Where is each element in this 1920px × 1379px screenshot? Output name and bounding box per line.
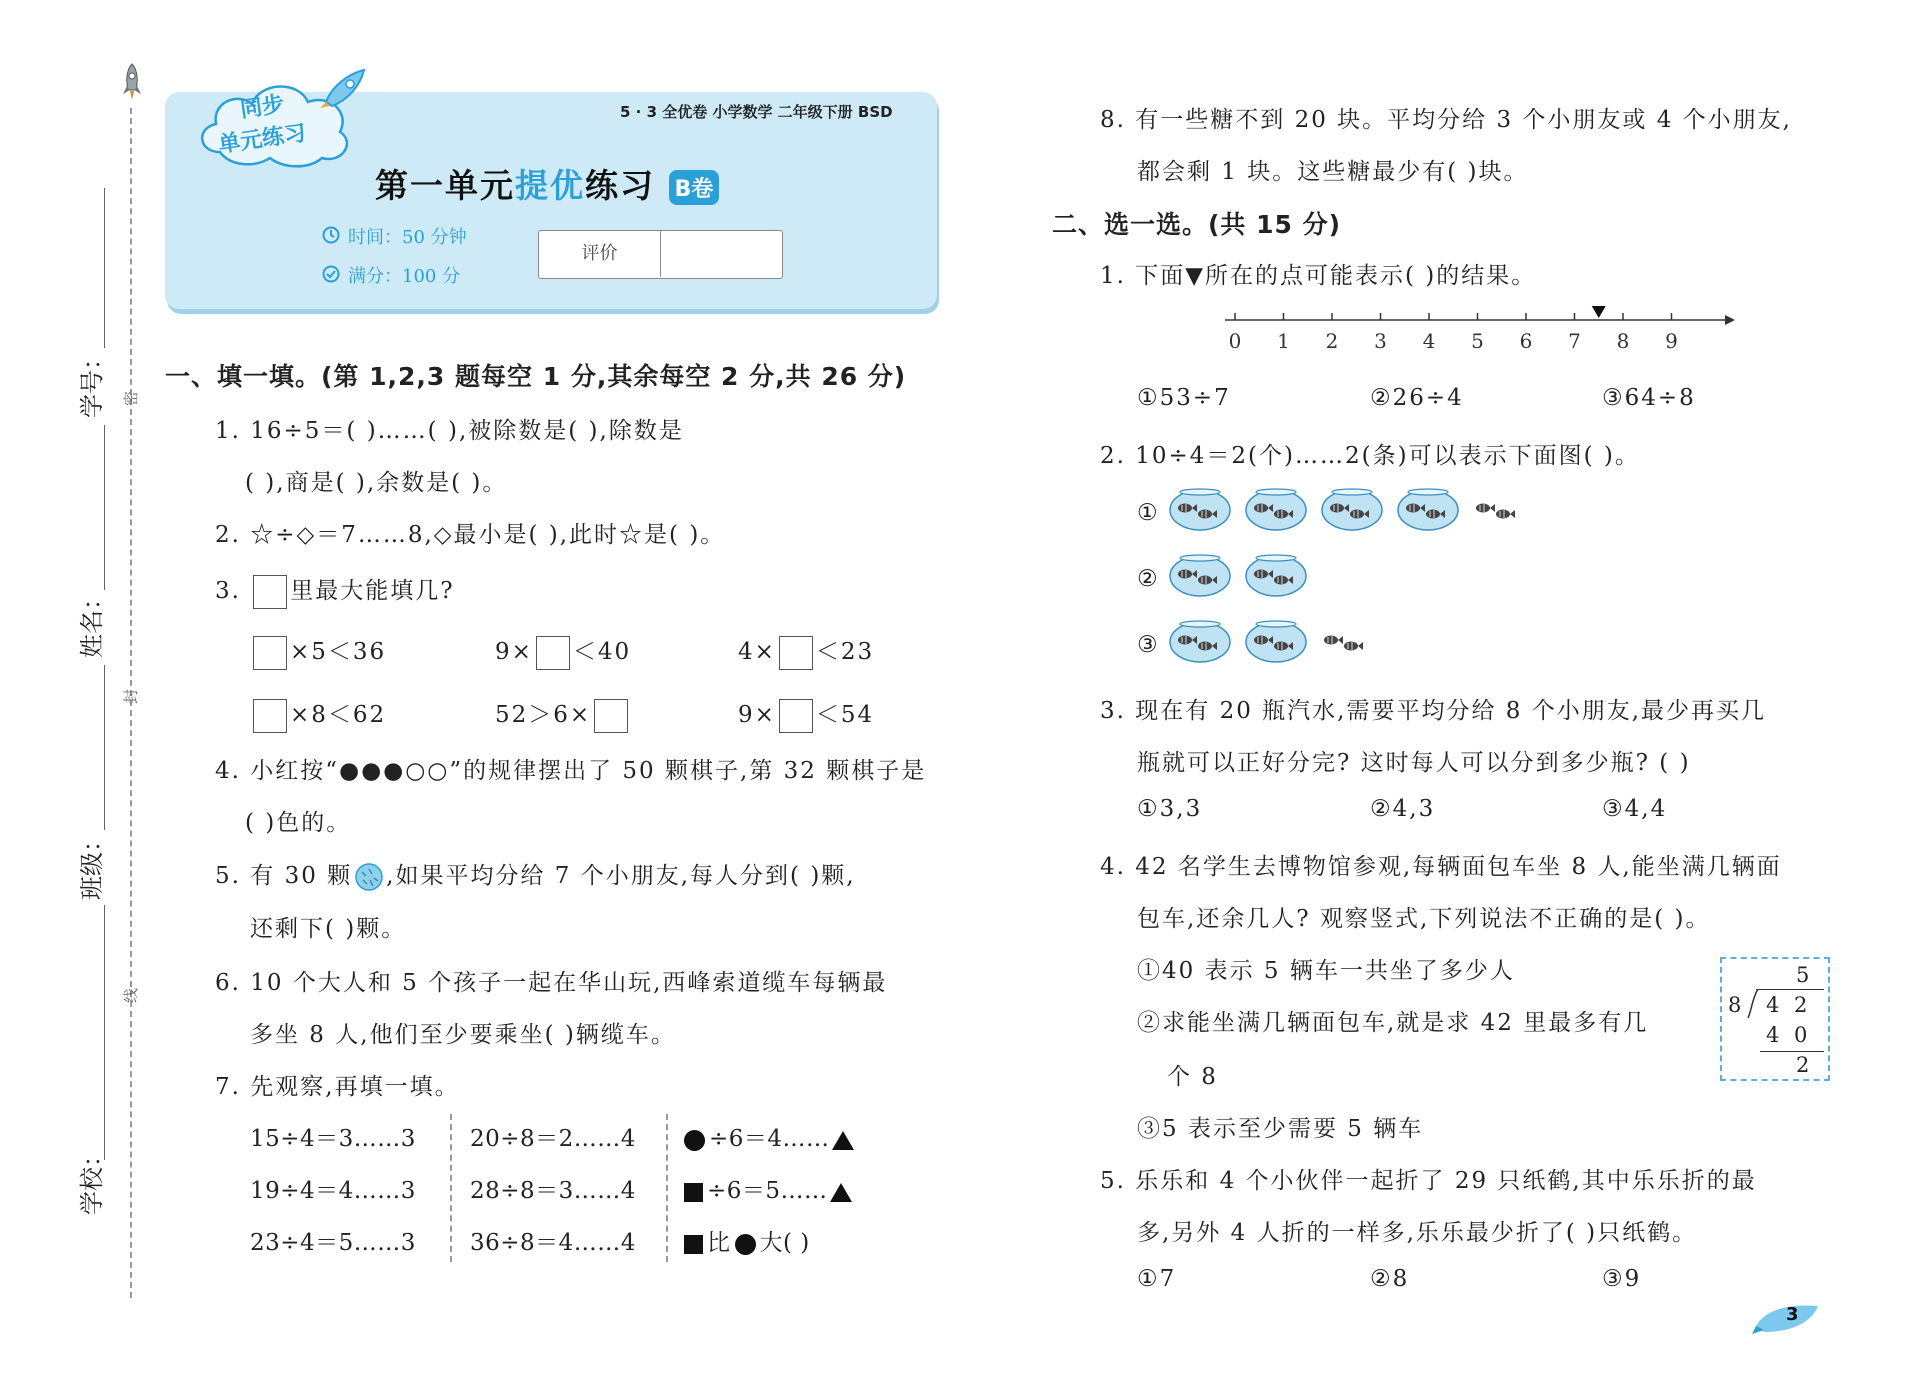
page-number: 3 (1786, 1304, 1799, 1325)
q7-divider-2 (666, 1114, 668, 1262)
choice-1-option-2[interactable]: ②26÷4 (1370, 385, 1464, 411)
choice-question-4-line-1: 4. 42 名学生去博物馆参观,每辆面包车坐 8 人,能坐满几辆面 (1100, 854, 1782, 880)
ld-bottom-line (1760, 1051, 1824, 1052)
inequality-4: ×8＜62 (250, 696, 386, 733)
fishbowl-icon (1244, 552, 1308, 602)
inequality-6: 9× ＜54 (738, 696, 874, 733)
answer-box[interactable] (594, 699, 628, 733)
title-part-2: 提优 (515, 166, 585, 205)
question-6-line-2: 多坐 8 人,他们至少要乘坐( )辆缆车。 (250, 1022, 676, 1048)
question-3-text: 里最大能填几? (290, 578, 455, 604)
fishbowl-icon (1244, 618, 1308, 668)
fishbowl-icon (1168, 486, 1232, 536)
cloud-text-1: 同步 (238, 92, 286, 123)
student-id-label: 学号： (78, 346, 106, 418)
fish-option-1-label[interactable]: ① (1137, 500, 1160, 526)
check-icon (322, 265, 340, 283)
title-badge: B卷 (669, 170, 720, 205)
question-3-number: 3. (215, 578, 241, 604)
q7-col1-row1: 15÷4＝3……3 (250, 1126, 416, 1152)
class-line (104, 665, 105, 830)
circle-shape (735, 1234, 756, 1255)
number-line-label: 3 (1374, 329, 1387, 353)
number-line-label: 9 (1665, 329, 1678, 353)
answer-box[interactable] (779, 636, 813, 670)
answer-box[interactable] (536, 636, 570, 670)
answer-box[interactable] (253, 575, 287, 609)
question-3 (215, 572, 455, 609)
section-1-heading: 一、填一填。(第 1,2,3 题每空 1 分,其余每空 2 分,共 26 分) (165, 362, 907, 391)
fish-option-3[interactable] (1168, 618, 1548, 668)
question-4-line-2: ( )色的。 (245, 810, 352, 836)
cloud-text-2: 单元练习 (216, 120, 308, 158)
school-label: 学校： (78, 1143, 106, 1215)
square-shape (684, 1235, 703, 1254)
inequality-2: 9× ＜40 (495, 633, 631, 670)
number-line-label: 7 (1568, 329, 1581, 353)
page-number-badge (1752, 1300, 1820, 1336)
number-line-label: 4 (1422, 329, 1436, 353)
choice-question-5-line-1: 5. 乐乐和 4 个小伙伴一起折了 29 只纸鹤,其中乐乐折的最 (1100, 1168, 1757, 1194)
q7-col2-row2: 28÷8＝3……4 (470, 1178, 636, 1204)
ld-top-line (1756, 989, 1824, 990)
q7-col1-row3: 23÷4＝5……3 (250, 1230, 416, 1256)
q7-col3-row1: ÷6＝4…… (680, 1120, 854, 1153)
seal-char-xian: 线 (122, 987, 141, 1004)
title-part-3: 练习 (585, 166, 655, 205)
question-4-line-1: 4. 小红按“●●●○○”的规律摆出了 50 颗棋子,第 32 颗棋子是 (215, 758, 927, 784)
evaluation-field[interactable] (662, 231, 782, 277)
fish-option-3-label[interactable]: ③ (1137, 632, 1160, 658)
number-line-label: 6 (1519, 329, 1533, 353)
choice-5-option-2[interactable]: ②8 (1370, 1266, 1410, 1292)
number-line-label: 0 (1228, 329, 1242, 353)
fishbowl-icon (1168, 618, 1232, 668)
number-line (1225, 305, 1735, 355)
seal-char-mi: 密 (122, 390, 141, 407)
title-part-1: 第一单元 (375, 166, 515, 205)
evaluation-box (538, 230, 783, 279)
q7-col2-row3: 36÷8＝4……4 (470, 1230, 636, 1256)
fish-icon (1472, 494, 1528, 528)
fish-option-2[interactable] (1168, 552, 1548, 602)
name-label: 姓名： (78, 586, 106, 658)
ld-remainder: 2 (1796, 1053, 1810, 1077)
choice-3-option-2[interactable]: ②4,3 (1370, 796, 1436, 822)
choice-question-1: 1. 下面▼所在的点可能表示( )的结果。 (1100, 263, 1537, 289)
choice-4-option-2-cont: 个 8 (1167, 1064, 1218, 1090)
number-line-arrow (1725, 315, 1735, 325)
choice-question-4-line-2: 包车,还余几人? 观察竖式,下列说法不正确的是( )。 (1137, 906, 1711, 932)
fishbowl-icon (1320, 486, 1384, 536)
evaluation-label: 评价 (539, 231, 661, 277)
q7-col3-row3: 比 大( ) (680, 1224, 810, 1257)
ld-product: 4 0 (1766, 1023, 1812, 1047)
seal-char-feng: 封 (122, 688, 141, 705)
choice-question-2: 2. 10÷4＝2(个)……2(条)可以表示下面图( )。 (1100, 443, 1640, 469)
question-6-line-1: 6. 10 个大人和 5 个孩子一起在华山玩,西峰索道缆车每辆最 (215, 970, 888, 996)
question-8-line-2: 都会剩 1 块。这些糖最少有( )块。 (1137, 159, 1529, 185)
question-1-line-1: 1. 16÷5＝( )……( ),被除数是( ),除数是 (215, 418, 684, 444)
fish-icon (1320, 626, 1376, 660)
clock-icon (322, 226, 340, 244)
choice-5-option-3[interactable]: ③9 (1602, 1266, 1642, 1292)
triangle-shape (832, 1131, 854, 1150)
choice-3-option-1[interactable]: ①3,3 (1137, 796, 1203, 822)
candy-icon (354, 862, 384, 892)
choice-4-option-3[interactable]: ③5 表示至少需要 5 辆车 (1137, 1116, 1424, 1142)
inequality-3: 4× ＜23 (738, 633, 874, 670)
ld-quotient: 5 (1796, 963, 1810, 987)
choice-3-option-3[interactable]: ③4,4 (1602, 796, 1668, 822)
fishbowl-icon (1168, 552, 1232, 602)
q7-divider-1 (450, 1114, 452, 1262)
q7-col2-row1: 20÷8＝2……4 (470, 1126, 636, 1152)
number-line-label: 5 (1471, 329, 1484, 353)
fishbowl-icon (1396, 486, 1460, 536)
inequality-5: 52＞6× (495, 696, 631, 733)
section-2-heading: 二、选一选。(共 15 分) (1052, 210, 1342, 239)
choice-1-option-3[interactable]: ③64÷8 (1602, 385, 1696, 411)
long-division-box (1720, 957, 1830, 1081)
class-label: 班级： (78, 828, 106, 900)
question-5-line-2: 还剩下( )颗。 (250, 916, 407, 942)
choice-question-3-line-2: 瓶就可以正好分完? 这时每人可以分到多少瓶? ( ) (1137, 750, 1691, 776)
student-id-line (104, 188, 105, 348)
question-5-line-1: 5. 有 30 颗 ,如果平均分给 7 个小朋友,每人分到( )颗, (215, 857, 856, 892)
series-info: 5 · 3 全优卷 小学数学 二年级下册 BSD (620, 103, 893, 121)
ld-dividend: 4 2 (1766, 993, 1812, 1017)
square-shape (684, 1183, 703, 1202)
rocket-icon (121, 62, 143, 104)
triangle-shape (830, 1183, 852, 1202)
question-2: 2. ☆÷◇＝7……8,◇最小是( ),此时☆是( )。 (215, 522, 726, 548)
number-line-label: 1 (1277, 329, 1290, 353)
page-title (375, 160, 719, 207)
number-line-marker (1592, 306, 1606, 318)
school-line (104, 905, 105, 1160)
fishbowl-icon (1244, 486, 1308, 536)
fish-option-1[interactable] (1168, 486, 1548, 536)
choice-question-3-line-1: 3. 现在有 20 瓶汽水,需要平均分给 8 个小朋友,最少再买几 (1100, 698, 1767, 724)
inequality-1: ×5＜36 (250, 633, 386, 670)
circle-shape (684, 1130, 705, 1151)
answer-box[interactable] (779, 699, 813, 733)
q7-col1-row2: 19÷4＝4……3 (250, 1178, 416, 1204)
ld-bracket (1746, 989, 1760, 1019)
choice-4-option-2[interactable]: ②求能坐满几辆面包车,就是求 42 里最多有几 (1137, 1010, 1649, 1036)
name-line (104, 425, 105, 590)
full-score: 满分：100 分 (348, 266, 461, 287)
question-7: 7. 先观察,再填一填。 (215, 1074, 460, 1100)
question-1-line-2: ( ),商是( ),余数是( )。 (245, 470, 508, 496)
answer-box[interactable] (253, 636, 287, 670)
ld-divisor: 8 (1728, 993, 1742, 1017)
number-line-label: 2 (1325, 329, 1339, 353)
choice-question-5-line-2: 多,另外 4 人折的一样多,乐乐最少折了( )只纸鹤。 (1137, 1220, 1698, 1246)
choice-4-option-1[interactable]: ①40 表示 5 辆车一共坐了多少人 (1137, 958, 1515, 984)
choice-1-option-1[interactable]: ①53÷7 (1137, 385, 1231, 411)
question-8-line-1: 8. 有一些糖不到 20 块。平均分给 3 个小朋友或 4 个小朋友, (1100, 107, 1792, 133)
choice-5-option-1[interactable]: ①7 (1137, 1266, 1177, 1292)
number-line-label: 8 (1616, 329, 1630, 353)
time-limit: 时间：50 分钟 (348, 227, 467, 248)
answer-box[interactable] (253, 699, 287, 733)
header-rocket-icon (318, 66, 368, 110)
q7-col3-row2: ÷6＝5…… (680, 1172, 852, 1205)
fish-option-2-label[interactable]: ② (1137, 566, 1160, 592)
